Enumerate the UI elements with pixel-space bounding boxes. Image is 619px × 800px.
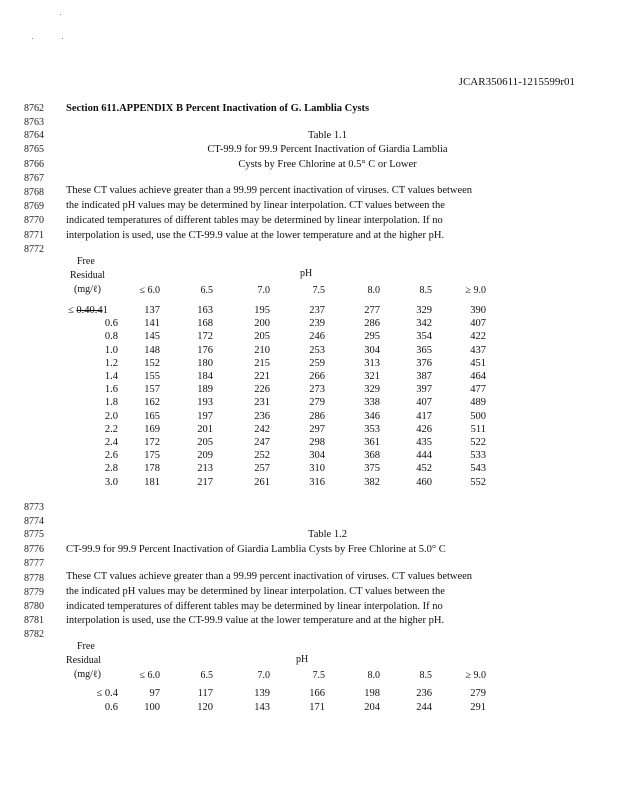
ct-value-cell: 365 <box>416 344 432 356</box>
first-residual-struck: 0.40.4 <box>76 305 103 316</box>
ct-value-cell: 397 <box>416 384 432 396</box>
table1-paragraph-line: interpolation is used, use the CT-99.9 value at the lower temperature and at the higher pH. <box>66 230 445 241</box>
table1-subtitle-2: Cysts by Free Chlorine at 0.5° C or Lower <box>238 159 417 170</box>
ct-value-cell: 261 <box>254 476 270 488</box>
table1-paragraph-line: the indicated pH values may be determined by linear interpolation. CT values between the <box>66 200 445 211</box>
scan-speck <box>32 38 33 39</box>
ct-value-cell: 329 <box>364 384 380 396</box>
table-row <box>0 305 619 318</box>
ph-column-label: 7.0 <box>257 285 270 296</box>
ph-column-label: 8.5 <box>419 285 432 296</box>
table1-subtitle-1: CT-99.9 for 99.9 Percent Inactivation of Giardia Lamblia <box>207 144 448 155</box>
ct-value-cell: 298 <box>309 437 325 448</box>
table-row <box>0 477 619 490</box>
ct-value-cell: 321 <box>364 371 380 382</box>
ct-value-cell: 205 <box>197 437 213 448</box>
ct-value-cell: 237 <box>309 305 325 316</box>
ct-value-cell: 375 <box>364 463 380 475</box>
ct-value-cell: 145 <box>144 331 160 343</box>
ph-column-label: 7.0 <box>257 670 270 681</box>
ct-value-cell: 291 <box>470 702 486 713</box>
ct-value-cell: 266 <box>309 371 325 382</box>
line-number: 8775 <box>24 529 44 540</box>
ct-value-cell: 252 <box>254 450 270 462</box>
residual-cell: 1.4 <box>104 371 118 382</box>
line-number: 8780 <box>24 601 44 612</box>
ct-value-cell: 171 <box>309 702 325 713</box>
ct-value-cell: 489 <box>470 397 486 409</box>
ct-value-cell: 387 <box>416 371 432 382</box>
ct-value-cell: 246 <box>309 331 325 343</box>
table1-paragraph-line: indicated temperatures of different tables may be determined by linear interpolation. If no <box>66 215 443 226</box>
table2-paragraph-line: interpolation is used, use the CT-99.9 value at the lower temperature and at the higher pH. <box>66 615 445 626</box>
ct-value-cell: 148 <box>144 344 160 356</box>
ct-value-cell: 477 <box>470 384 486 396</box>
line-number: 8777 <box>24 558 44 569</box>
ph-column-label: 8.0 <box>367 285 380 296</box>
ct-value-cell: 239 <box>309 318 325 330</box>
ct-value-cell: 231 <box>254 397 270 409</box>
table-row <box>0 345 619 358</box>
ct-value-cell: 242 <box>254 423 270 435</box>
residual-cell: 2.2 <box>104 423 118 435</box>
table2-ph-label: pH <box>296 654 309 665</box>
line-number: 8770 <box>24 215 44 226</box>
ct-value-cell: 297 <box>309 423 325 435</box>
residual-cell: 3.0 <box>104 476 118 488</box>
ct-value-cell: 543 <box>470 463 486 475</box>
ct-value-cell: 180 <box>197 357 213 369</box>
ct-value-cell: 236 <box>416 688 432 699</box>
line-number: 8774 <box>24 516 44 527</box>
ct-value-cell: 437 <box>470 344 486 356</box>
ct-value-cell: 390 <box>470 305 486 316</box>
ct-value-cell: 329 <box>416 305 432 316</box>
ct-value-cell: 304 <box>364 344 380 356</box>
ct-value-cell: 310 <box>309 463 325 475</box>
ct-value-cell: 213 <box>197 463 213 475</box>
table-row <box>0 318 619 331</box>
residual-cell: 0.6 <box>104 702 118 713</box>
ct-value-cell: 422 <box>470 331 486 343</box>
ct-value-cell: 417 <box>416 410 432 422</box>
table-row <box>0 463 619 476</box>
line-number: 8779 <box>24 587 44 598</box>
ct-value-cell: 407 <box>470 318 486 330</box>
ct-value-cell: 215 <box>254 357 270 369</box>
ct-value-cell: 209 <box>197 450 213 462</box>
line-number: 8772 <box>24 244 44 255</box>
ct-value-cell: 120 <box>197 702 213 713</box>
ct-value-cell: 277 <box>364 305 380 316</box>
ct-value-cell: 286 <box>309 410 325 422</box>
line-number: 8781 <box>24 615 44 626</box>
residual-cell: 1.2 <box>104 357 118 369</box>
table-row <box>0 424 619 437</box>
ct-value-cell: 304 <box>309 450 325 462</box>
ct-value-cell: 193 <box>197 397 213 409</box>
ct-value-cell: 172 <box>197 331 213 343</box>
table-row <box>0 450 619 463</box>
line-number: 8767 <box>24 173 44 184</box>
ct-value-cell: 511 <box>470 423 486 435</box>
table-row <box>0 384 619 397</box>
ct-value-cell: 435 <box>416 437 432 448</box>
first-residual-prefix: ≤ <box>68 305 77 316</box>
ct-value-cell: 286 <box>364 318 380 330</box>
residual-cell: ≤ 0.4 <box>96 688 118 699</box>
ct-value-cell: 259 <box>309 357 325 369</box>
section-heading: Section 611.APPENDIX B Percent Inactivation of G. Lamblia Cysts <box>66 103 370 114</box>
ct-value-cell: 273 <box>309 384 325 396</box>
ct-value-cell: 166 <box>309 688 325 699</box>
table-row <box>0 358 619 371</box>
ct-value-cell: 316 <box>309 476 325 488</box>
scan-speck <box>62 38 63 39</box>
residual-cell: 2.0 <box>104 410 118 422</box>
ct-value-cell: 117 <box>197 688 213 699</box>
ct-value-cell: 247 <box>254 437 270 448</box>
table-row <box>0 331 619 344</box>
line-number: 8769 <box>24 201 44 212</box>
ph-column-label: ≤ 6.0 <box>139 285 160 296</box>
ph-column-label: 6.5 <box>200 285 213 296</box>
ct-value-cell: 162 <box>144 397 160 409</box>
table1-head-free: Free <box>77 256 95 267</box>
table-row <box>0 397 619 410</box>
table1-ph-label: pH <box>300 268 313 279</box>
ct-value-cell: 444 <box>416 450 432 462</box>
ct-value-cell: 201 <box>197 423 213 435</box>
ct-value-cell: 353 <box>364 423 380 435</box>
line-number: 8776 <box>24 544 44 555</box>
ph-column-label: 7.5 <box>312 670 325 681</box>
ct-value-cell: 189 <box>197 384 213 396</box>
ct-value-cell: 141 <box>144 318 160 330</box>
ct-value-cell: 205 <box>254 331 270 343</box>
residual-cell: 1.6 <box>104 384 118 396</box>
table1-head-residual: Residual <box>70 270 105 281</box>
table2-head-units: (mg/ℓ) <box>74 669 102 680</box>
ct-value-cell: 376 <box>416 357 432 369</box>
residual-cell: 1.8 <box>104 397 118 409</box>
line-number: 8773 <box>24 502 44 513</box>
line-number: 8762 <box>24 103 44 114</box>
table2-head-free: Free <box>77 641 95 652</box>
ct-value-cell: 181 <box>144 476 160 488</box>
ct-value-cell: 426 <box>416 423 432 435</box>
table-row <box>0 371 619 384</box>
line-number: 8782 <box>24 629 44 640</box>
ct-value-cell: 244 <box>416 702 432 713</box>
line-number: 8765 <box>24 144 44 155</box>
ct-value-cell: 169 <box>144 423 160 435</box>
ct-value-cell: 407 <box>416 397 432 409</box>
ct-value-cell: 533 <box>470 450 486 462</box>
ct-value-cell: 168 <box>197 318 213 330</box>
ct-value-cell: 210 <box>254 344 270 356</box>
document-code: JCAR350611-1215599r01 <box>458 76 575 88</box>
residual-cell: 1.0 <box>104 344 118 356</box>
ct-value-cell: 139 <box>254 688 270 699</box>
residual-cell: 2.4 <box>104 437 118 448</box>
ct-value-cell: 137 <box>144 305 160 316</box>
ct-value-cell: 346 <box>364 410 380 422</box>
ph-column-label: ≥ 9.0 <box>465 285 486 296</box>
table2-paragraph-line: indicated temperatures of different tables may be determined by linear interpolation. If no <box>66 601 443 612</box>
ct-value-cell: 97 <box>149 688 160 699</box>
ct-value-cell: 198 <box>364 688 380 699</box>
ct-value-cell: 338 <box>364 397 380 409</box>
ct-value-cell: 522 <box>470 437 486 448</box>
table2-paragraph-line: the indicated pH values may be determined by linear interpolation. CT values between the <box>66 586 445 597</box>
ph-column-label: 7.5 <box>312 285 325 296</box>
ct-value-cell: 178 <box>144 463 160 475</box>
ct-value-cell: 236 <box>254 410 270 422</box>
ct-value-cell: 354 <box>416 331 432 343</box>
line-number: 8766 <box>24 159 44 170</box>
ph-column-label: ≤ 6.0 <box>139 670 160 681</box>
table2-subtitle: CT-99.9 for 99.9 Percent Inactivation of Giardia Lamblia Cysts by Free Chlorine at 5.0° C <box>66 544 446 555</box>
ct-value-cell: 165 <box>144 410 160 422</box>
table1-title: Table 1.1 <box>308 130 347 141</box>
residual-cell: 2.6 <box>104 450 118 462</box>
first-residual-suffix: 1 <box>102 305 108 316</box>
residual-cell: 0.6 <box>104 318 118 330</box>
residual-cell: 2.8 <box>104 463 118 475</box>
line-number: 8778 <box>24 573 44 584</box>
table-row <box>0 702 619 715</box>
ct-value-cell: 279 <box>309 397 325 409</box>
ct-value-cell: 257 <box>254 463 270 475</box>
line-number: 8764 <box>24 130 44 141</box>
ct-value-cell: 500 <box>470 410 486 422</box>
ct-value-cell: 253 <box>309 344 325 356</box>
ct-value-cell: 195 <box>254 305 270 316</box>
ct-value-cell: 226 <box>254 384 270 396</box>
ct-value-cell: 368 <box>364 450 380 462</box>
ct-value-cell: 279 <box>470 688 486 699</box>
ph-column-label: 8.5 <box>419 670 432 681</box>
ph-column-label: 6.5 <box>200 670 213 681</box>
ph-column-label: 8.0 <box>367 670 380 681</box>
table2-head-residual: Residual <box>66 655 101 666</box>
table2-title: Table 1.2 <box>308 529 347 540</box>
ct-value-cell: 464 <box>470 371 486 382</box>
ct-value-cell: 175 <box>144 450 160 462</box>
table-row <box>0 437 619 450</box>
ct-value-cell: 552 <box>470 476 486 488</box>
table-row <box>0 411 619 424</box>
table1-paragraph-line: These CT values achieve greater than a 99.99 percent inactivation of viruses. CT values between <box>66 185 473 196</box>
ph-column-label: ≥ 9.0 <box>465 670 486 681</box>
line-number: 8763 <box>24 117 44 128</box>
ct-value-cell: 197 <box>197 410 213 422</box>
ct-value-cell: 452 <box>416 463 432 475</box>
ct-value-cell: 157 <box>144 384 160 396</box>
ct-value-cell: 460 <box>416 476 432 488</box>
table1-head-units: (mg/ℓ) <box>74 284 102 295</box>
scan-speck <box>60 14 61 15</box>
line-number: 8771 <box>24 230 44 241</box>
ct-value-cell: 382 <box>364 476 380 488</box>
ct-value-cell: 451 <box>470 357 486 369</box>
line-number: 8768 <box>24 187 44 198</box>
ct-value-cell: 217 <box>197 476 213 488</box>
ct-value-cell: 342 <box>416 318 432 330</box>
table-row <box>0 688 619 701</box>
ct-value-cell: 172 <box>144 437 160 448</box>
table2-paragraph-line: These CT values achieve greater than a 99.99 percent inactivation of viruses. CT values between <box>66 571 473 582</box>
ct-value-cell: 361 <box>364 437 380 448</box>
ct-value-cell: 295 <box>364 331 380 343</box>
ct-value-cell: 155 <box>144 371 160 382</box>
ct-value-cell: 221 <box>254 371 270 382</box>
ct-value-cell: 100 <box>144 702 160 713</box>
ct-value-cell: 152 <box>144 357 160 369</box>
ct-value-cell: 176 <box>197 344 213 356</box>
ct-value-cell: 163 <box>197 305 213 316</box>
ct-value-cell: 200 <box>254 318 270 330</box>
ct-value-cell: 313 <box>364 357 380 369</box>
residual-cell: 0.8 <box>104 331 118 343</box>
ct-value-cell: 184 <box>197 371 213 382</box>
ct-value-cell: 143 <box>254 702 270 713</box>
ct-value-cell: 204 <box>364 702 380 713</box>
